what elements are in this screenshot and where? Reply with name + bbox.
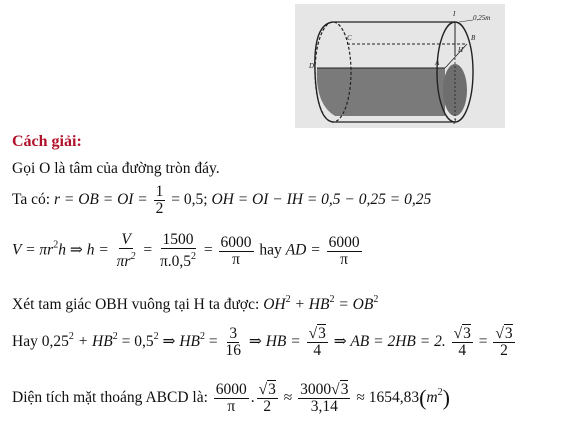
l3-a: V = πr xyxy=(12,241,54,259)
l2-frac xyxy=(154,184,166,217)
l3-frac4 xyxy=(327,235,362,268)
l6-approx1: ≈ xyxy=(283,389,293,407)
l6-frac2 xyxy=(257,382,278,415)
l6-text: Diện tích mặt thoáng ABCD là: xyxy=(12,389,208,407)
l3-f2-den xyxy=(158,249,198,270)
l3-f4-num: 6000 xyxy=(328,233,360,251)
l5-b-sup: 2 xyxy=(112,331,118,343)
line-2 xyxy=(12,184,431,217)
l5-c-sup: 2 xyxy=(153,331,159,343)
l3-f4-den: π xyxy=(340,250,348,268)
l2-frac-den: 2 xyxy=(155,200,164,217)
l5-d: ⇒ HB xyxy=(162,333,200,351)
l3-frac3 xyxy=(219,235,254,268)
l6-f2-num-text: 3 xyxy=(268,381,276,398)
l6-f3-num-b: 3 xyxy=(340,381,349,398)
l5-h: ⇒ AB = 2HB = 2. xyxy=(333,333,446,351)
l3-a-sup: 2 xyxy=(53,239,59,251)
label-d: D xyxy=(309,62,315,70)
l5-f2-num-text: 3 xyxy=(318,325,326,342)
line-3 xyxy=(12,232,364,270)
l2-a: r = OB = OI = xyxy=(53,191,148,209)
l6-paren-open: ( xyxy=(419,385,427,411)
l4-plus: + HB xyxy=(294,296,330,313)
l5-f4-num-text: 3 xyxy=(504,325,513,342)
l5-f1-num: 3 xyxy=(229,325,238,342)
l6-unit: m xyxy=(426,389,438,407)
l3-frac2 xyxy=(158,232,198,270)
l5-f2-den: 4 xyxy=(313,342,322,359)
l6-paren-close: ) xyxy=(442,385,450,411)
l3-f2-den-text: π.0,5 xyxy=(159,253,192,270)
l5-g: ⇒ HB = xyxy=(248,333,301,351)
l6-frac3 xyxy=(298,382,350,415)
l4-sup1: 2 xyxy=(285,294,291,305)
l5-d-sup: 2 xyxy=(199,331,205,343)
l3-b: h ⇒ h = xyxy=(58,241,109,259)
l6-f3-num-a: 3000 xyxy=(300,381,332,398)
line-4 xyxy=(12,294,378,314)
l3-f3-num: 6000 xyxy=(220,233,252,251)
l3-eq2: = xyxy=(203,241,213,259)
l3-f3-den: π xyxy=(232,250,240,268)
l5-f1-den: 16 xyxy=(225,342,241,359)
l5-frac2 xyxy=(307,326,328,359)
l2-b: = 0,5; xyxy=(171,191,208,209)
l6-unit-sup: 2 xyxy=(437,387,443,399)
l5-frac3 xyxy=(452,326,473,359)
l2-frac-num: 1 xyxy=(155,183,164,200)
line-6 xyxy=(12,382,450,415)
l5-f3-num: √3 xyxy=(453,325,471,342)
l6-f2-den: 2 xyxy=(263,398,272,415)
l5-f3-den: 4 xyxy=(458,342,467,359)
l6-f3-den: 3,14 xyxy=(310,398,338,415)
l3-ad: AD = xyxy=(285,241,321,259)
l3-eq1: = xyxy=(143,241,153,259)
l4-sup2: 2 xyxy=(329,294,335,305)
label-a: A xyxy=(435,59,440,67)
label-j: J xyxy=(453,118,457,126)
cylinder-figure xyxy=(295,4,505,128)
line-5 xyxy=(12,326,517,359)
l6-f2-num: √3 xyxy=(258,381,276,398)
l5-f4-den: 2 xyxy=(500,342,508,359)
l6-frac1 xyxy=(214,382,249,415)
l5-frac1 xyxy=(223,326,243,359)
l3-f1-den xyxy=(115,249,138,270)
l5-a-sup: 2 xyxy=(68,331,74,343)
label-i: I xyxy=(453,10,456,18)
l5-f2-num: √3 xyxy=(308,325,326,342)
label-h: H xyxy=(458,46,464,54)
l3-hay: hay xyxy=(259,241,282,259)
l4-eq: OH xyxy=(263,296,286,313)
l5-c: = 0,5 xyxy=(121,333,154,351)
solution-heading: Cách giải: xyxy=(12,133,82,150)
label-b: B xyxy=(471,34,476,42)
l6-dot: . xyxy=(250,389,255,407)
l3-f1-num: V xyxy=(121,231,131,248)
l2-prefix: Ta có: xyxy=(12,191,51,209)
l5-e: = xyxy=(208,333,218,351)
l3-f2-num: 1500 xyxy=(162,231,194,248)
l3-f2-den-sup: 2 xyxy=(191,251,197,262)
l6-approx2: ≈ 1654,83 xyxy=(356,389,420,407)
l6-f1-den: π xyxy=(227,398,236,415)
l3-frac1 xyxy=(115,232,138,270)
l6-f1-num: 6000 xyxy=(215,381,247,398)
l5-b: + HB xyxy=(77,333,113,351)
l4-text: Xét tam giác OBH vuông tại H ta được: xyxy=(12,296,260,313)
l5-f4-num: √3 xyxy=(495,325,513,342)
label-c: C xyxy=(347,34,352,42)
cylinder-diagram xyxy=(295,4,505,128)
water-body xyxy=(317,68,445,116)
l4-eq2: = OB xyxy=(338,296,374,313)
line-1: Gọi O là tâm của đường tròn đáy. xyxy=(12,160,220,177)
l5-a: 0,25 xyxy=(41,333,69,351)
l5-hay: Hay xyxy=(12,333,38,351)
l3-f1-den-sup: 2 xyxy=(130,251,136,262)
l6-f3-num: 3000√3 xyxy=(300,381,349,398)
label-depth: 0,25m xyxy=(473,14,491,22)
l3-f1-den-text: πr xyxy=(116,253,131,270)
l5-i: = xyxy=(478,333,488,351)
l5-frac4 xyxy=(493,326,514,359)
l4-sup3: 2 xyxy=(373,294,379,305)
l2-c: OH = OI − IH = 0,5 − 0,25 = 0,25 xyxy=(211,191,432,209)
l5-f3-num-text: 3 xyxy=(463,325,471,342)
